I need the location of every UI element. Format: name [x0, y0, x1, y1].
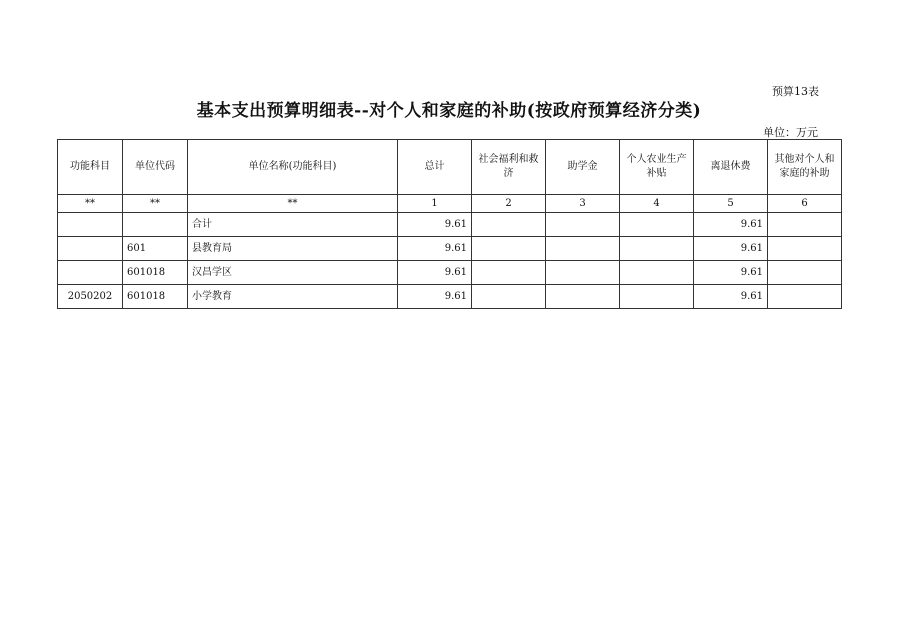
social-welfare-cell	[472, 213, 546, 237]
index-row	[58, 195, 842, 213]
total-cell: 9.61	[398, 213, 472, 237]
index-cell: 6	[768, 195, 842, 213]
column-header-total: 总计	[398, 140, 472, 195]
column-header-agri-subsidy: 个人农业生产补贴	[620, 140, 694, 195]
total-cell: 9.61	[398, 237, 472, 261]
form-number: 预算13表	[772, 85, 819, 98]
index-cell: **	[188, 195, 398, 213]
table-row	[58, 237, 842, 261]
total-cell: 9.61	[398, 261, 472, 285]
agri-subsidy-cell	[620, 261, 694, 285]
unit-name-cell: 汉昌学区	[188, 261, 398, 285]
unit-name-cell: 合计	[188, 213, 398, 237]
retirement-cell: 9.61	[694, 261, 768, 285]
function-subject-cell: 2050202	[58, 285, 123, 309]
grant-cell	[546, 237, 620, 261]
other-subsidy-cell	[768, 213, 842, 237]
index-cell: 1	[398, 195, 472, 213]
table-row	[58, 285, 842, 309]
budget-table	[57, 139, 842, 309]
other-subsidy-cell	[768, 285, 842, 309]
table-row-total	[58, 213, 842, 237]
column-header-function-subject: 功能科目	[58, 140, 123, 195]
index-cell: 3	[546, 195, 620, 213]
unit-code-cell	[123, 213, 188, 237]
agri-subsidy-cell	[620, 285, 694, 309]
index-cell: 5	[694, 195, 768, 213]
total-cell: 9.61	[398, 285, 472, 309]
unit-code-cell: 601018	[123, 261, 188, 285]
column-header-retirement: 离退休费	[694, 140, 768, 195]
retirement-cell: 9.61	[694, 237, 768, 261]
column-header-grant: 助学金	[546, 140, 620, 195]
column-header-social-welfare: 社会福利和救济	[472, 140, 546, 195]
column-header-other-subsidy: 其他对个人和家庭的补助	[768, 140, 842, 195]
index-cell: 4	[620, 195, 694, 213]
index-cell: **	[58, 195, 123, 213]
unit-name-cell: 县教育局	[188, 237, 398, 261]
unit-code-cell: 601	[123, 237, 188, 261]
table-row	[58, 261, 842, 285]
index-cell: 2	[472, 195, 546, 213]
agri-subsidy-cell	[620, 237, 694, 261]
agri-subsidy-cell	[620, 213, 694, 237]
other-subsidy-cell	[768, 261, 842, 285]
unit-code-cell: 601018	[123, 285, 188, 309]
index-cell: **	[123, 195, 188, 213]
page-title: 基本支出预算明细表--对个人和家庭的补助(按政府预算经济分类)	[196, 101, 702, 121]
grant-cell	[546, 261, 620, 285]
grant-cell	[546, 213, 620, 237]
retirement-cell: 9.61	[694, 285, 768, 309]
social-welfare-cell	[472, 285, 546, 309]
column-header-unit-name: 单位名称(功能科目)	[188, 140, 398, 195]
social-welfare-cell	[472, 237, 546, 261]
unit-name-cell: 小学教育	[188, 285, 398, 309]
table-header-row	[58, 140, 842, 195]
function-subject-cell	[58, 261, 123, 285]
retirement-cell: 9.61	[694, 213, 768, 237]
social-welfare-cell	[472, 261, 546, 285]
grant-cell	[546, 285, 620, 309]
function-subject-cell	[58, 213, 123, 237]
column-header-unit-code: 单位代码	[123, 140, 188, 195]
function-subject-cell	[58, 237, 123, 261]
unit-label: 单位：万元	[763, 126, 818, 139]
other-subsidy-cell	[768, 237, 842, 261]
